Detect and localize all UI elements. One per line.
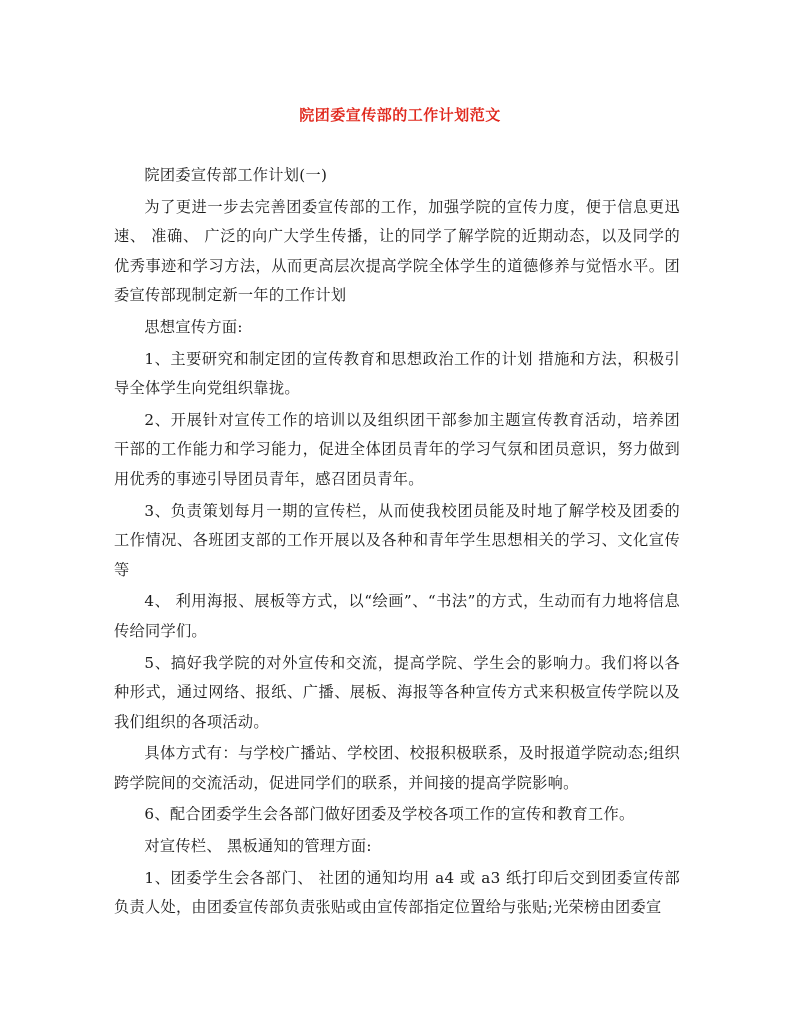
paragraph-section-heading: 院团委宣传部工作计划(一) <box>144 166 328 184</box>
paragraph-item-2: 2、开展针对宣传工作的培训以及组织团干部参加主题宣传教育活动，培养团干部的工作能力和学习能力，促进全体团员青年的学习气氛和团员意识，努力做到用优秀的事迹引导团员青年，感召团员青年。 <box>114 410 680 488</box>
paragraph-subheading-board: 对宣传栏、 黑板通知的管理方面: <box>144 837 372 856</box>
paragraph-intro: 为了更进一步去完善团委宣传部的工作，加强学院的宣传力度，便于信息更迅速、 准确、 广泛的向广大学生传播，让的同学了解学院的近期动态，以及同学的优秀事迹和学习方法，从而更高层次提高学院全体学生的道德修养与觉悟水平。团委宣传部现制定新一年的工作计划 <box>114 197 680 305</box>
paragraph-item-3: 3、负责策划每月一期的宣传栏，从而使我校团员能及时地了解学校及团委的工作情况、各班团支部的工作开展以及各种和青年学生思想相关的学习、文化宣传等 <box>114 501 680 579</box>
paragraph-item-4: 4、 利用海报、展板等方式，以“绘画”、“书法”的方式，生动而有力地将信息传给同学们。 <box>114 592 680 640</box>
paragraph-item-5: 5、搞好我学院的对外宣传和交流，提高学院、学生会的影响力。我们将以各种形式，通过网络、报纸、广播、展板、海报等各种宣传方式来积极宣传学院以及我们组织的各项活动。 <box>114 653 680 731</box>
paragraph-methods: 具体方式有：与学校广播站、学校团、校报积极联系，及时报道学院动态;组织跨学院间的交流活动，促进同学们的联系，并间接的提高学院影响。 <box>114 744 680 792</box>
document-body <box>114 161 680 923</box>
paragraph-subheading-ideology: 思想宣传方面: <box>144 317 243 336</box>
paragraph-board-item-1: 1、团委学生会各部门、 社团的通知均用 a4 或 a3 纸打印后交到团委宣传部负责人处，由团委宣传部负责张贴或由宣传部指定位置给与张贴;光荣榜由团委宣 <box>114 868 680 917</box>
document-title: 院团委宣传部的工作计划范文 <box>299 106 501 124</box>
paragraph-item-6: 6、配合团委学生会各部门做好团委及学校各项工作的宣传和教育工作。 <box>144 805 635 824</box>
paragraph-item-1: 1、主要研究和制定团的宣传教育和思想政治工作的计划 措施和方法，积极引导全体学生向党组织靠拢。 <box>114 349 680 398</box>
